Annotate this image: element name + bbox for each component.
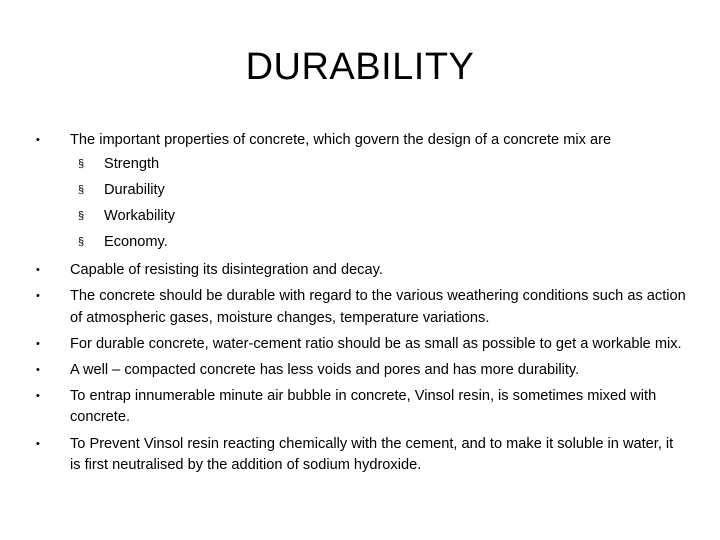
sub-bullet-item bbox=[70, 151, 686, 177]
bullet-dot-icon: • bbox=[36, 364, 40, 377]
section-mark-icon: § bbox=[78, 210, 85, 223]
bullet-item-7 bbox=[36, 434, 686, 476]
bullet-item-6 bbox=[36, 386, 686, 428]
bullet-text: To Prevent Vinsol resin reacting chemically with the cement, and to make it soluble in water, it is first neutralised by the addition of sodium hydroxide. bbox=[70, 435, 674, 473]
bullet-item-4 bbox=[36, 334, 686, 355]
bullet-dot-icon: • bbox=[36, 337, 40, 350]
bullet-item-3 bbox=[36, 286, 686, 328]
sub-bullet-text: Durability bbox=[104, 182, 165, 199]
bullet-dot-icon: • bbox=[36, 437, 40, 450]
section-mark-icon: § bbox=[78, 184, 85, 197]
slide-body bbox=[36, 130, 686, 481]
sub-bullet-text: Strength bbox=[104, 156, 160, 173]
sub-bullet-text: Workability bbox=[104, 208, 176, 225]
section-mark-icon: § bbox=[78, 158, 85, 171]
sub-bullet-list bbox=[70, 151, 686, 255]
bullet-dot-icon: • bbox=[36, 264, 40, 277]
sub-bullet-item bbox=[70, 203, 686, 229]
bullet-item-1 bbox=[36, 130, 686, 255]
bullet-text: The concrete should be durable with regard to the various weathering conditions such as action of atmospheric gases, moisture changes, temperature variations. bbox=[70, 288, 686, 326]
section-mark-icon: § bbox=[78, 236, 85, 249]
bullet-text: The important properties of concrete, which govern the design of a concrete mix are bbox=[70, 132, 612, 148]
bullet-item-5 bbox=[36, 360, 686, 381]
sub-bullet-item bbox=[70, 229, 686, 255]
bullet-text: To entrap innumerable minute air bubble in concrete, Vinsol resin, is sometimes mixed with concrete. bbox=[70, 388, 657, 426]
bullet-dot-icon: • bbox=[36, 134, 40, 146]
bullet-dot-icon: • bbox=[36, 390, 40, 403]
sub-bullet-text: Economy. bbox=[104, 234, 168, 251]
bullet-text: For durable concrete, water-cement ratio should be as small as possible to get a workable mix. bbox=[70, 335, 682, 352]
bullet-text: A well – compacted concrete has less voids and pores and has more durability. bbox=[70, 362, 580, 379]
bullet-item-2 bbox=[36, 260, 686, 281]
slide-title: DURABILITY bbox=[245, 46, 475, 88]
bullet-dot-icon: • bbox=[36, 290, 40, 303]
bullet-text: Capable of resisting its disintegration and decay. bbox=[70, 262, 383, 279]
sub-bullet-item bbox=[70, 177, 686, 203]
